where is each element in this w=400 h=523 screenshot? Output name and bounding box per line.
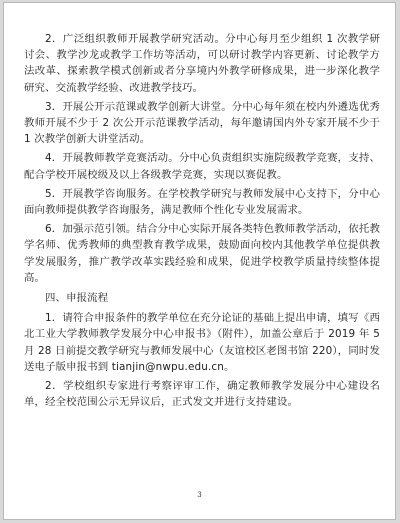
paragraph-demo-lessons: 3．开展公开示范课或教学创新大讲堂。分中心每年须在校内外遴选优秀教师开展不少于 2 次公开示范课教学活动，每年邀请国内外专家开展不少于 1 次教学创新大讲堂活动。 — [24, 100, 380, 146]
section-heading-application-process: 四、申报流程 — [45, 292, 109, 305]
document-body — [24, 31, 380, 413]
paragraph-demonstration: 6．加强示范引领。结合分中心实际开展各类特色教师教学活动，依托教学名师、优秀教师的典型教育教学成果，鼓励面向校内其他教学单位提供教学发展服务，推广教学改革实践经验和成果，促进学校教学质量持续整体提高。 — [24, 223, 380, 284]
paragraph-teaching-competition: 4．开展教师教学竞赛活动。分中心负责组织实施院级教学竞赛，支持、配合学校开展校级及以上各级教学竞赛，实现以赛促教。 — [24, 152, 380, 181]
page-number: 3 — [197, 491, 202, 499]
step-submit-application: 1．请符合申报条件的教学单位在充分论证的基础上提出申请，填写《西北工业大学教师教学发展分中心申报书》（附件），加盖公章后于 2019 年 5 月 28 日前提交教学研究与教师发展中心（友谊校区老图书馆 220），同时发送电子版申报书到 tianjin@nwpu.edu.cn。 — [24, 312, 380, 373]
step-expert-review: 2．学校组织专家进行考察评审工作，确定教师教学发展分中心建设名单，经全校范围公示无异议后，正式发文并进行支持建设。 — [24, 380, 380, 409]
paragraph-teaching-research: 2．广泛组织教师开展教学研究活动。分中心每月至少组织 1 次教学研讨会、教学沙龙或教学工作坊等活动，可以研讨教学内容更新、讨论教学方法改革、探索教学模式创新或者分享境内外教学研修成果，进一步深化教学研究、交流教学经验、改进教学技巧。 — [24, 33, 380, 94]
document-page — [3, 2, 396, 520]
paragraph-consulting-service: 5．开展教学咨询服务。在学校教学研究与教师发展中心支持下，分中心面向教师提供教学咨询服务，满足教师个性化专业发展需求。 — [24, 187, 380, 217]
